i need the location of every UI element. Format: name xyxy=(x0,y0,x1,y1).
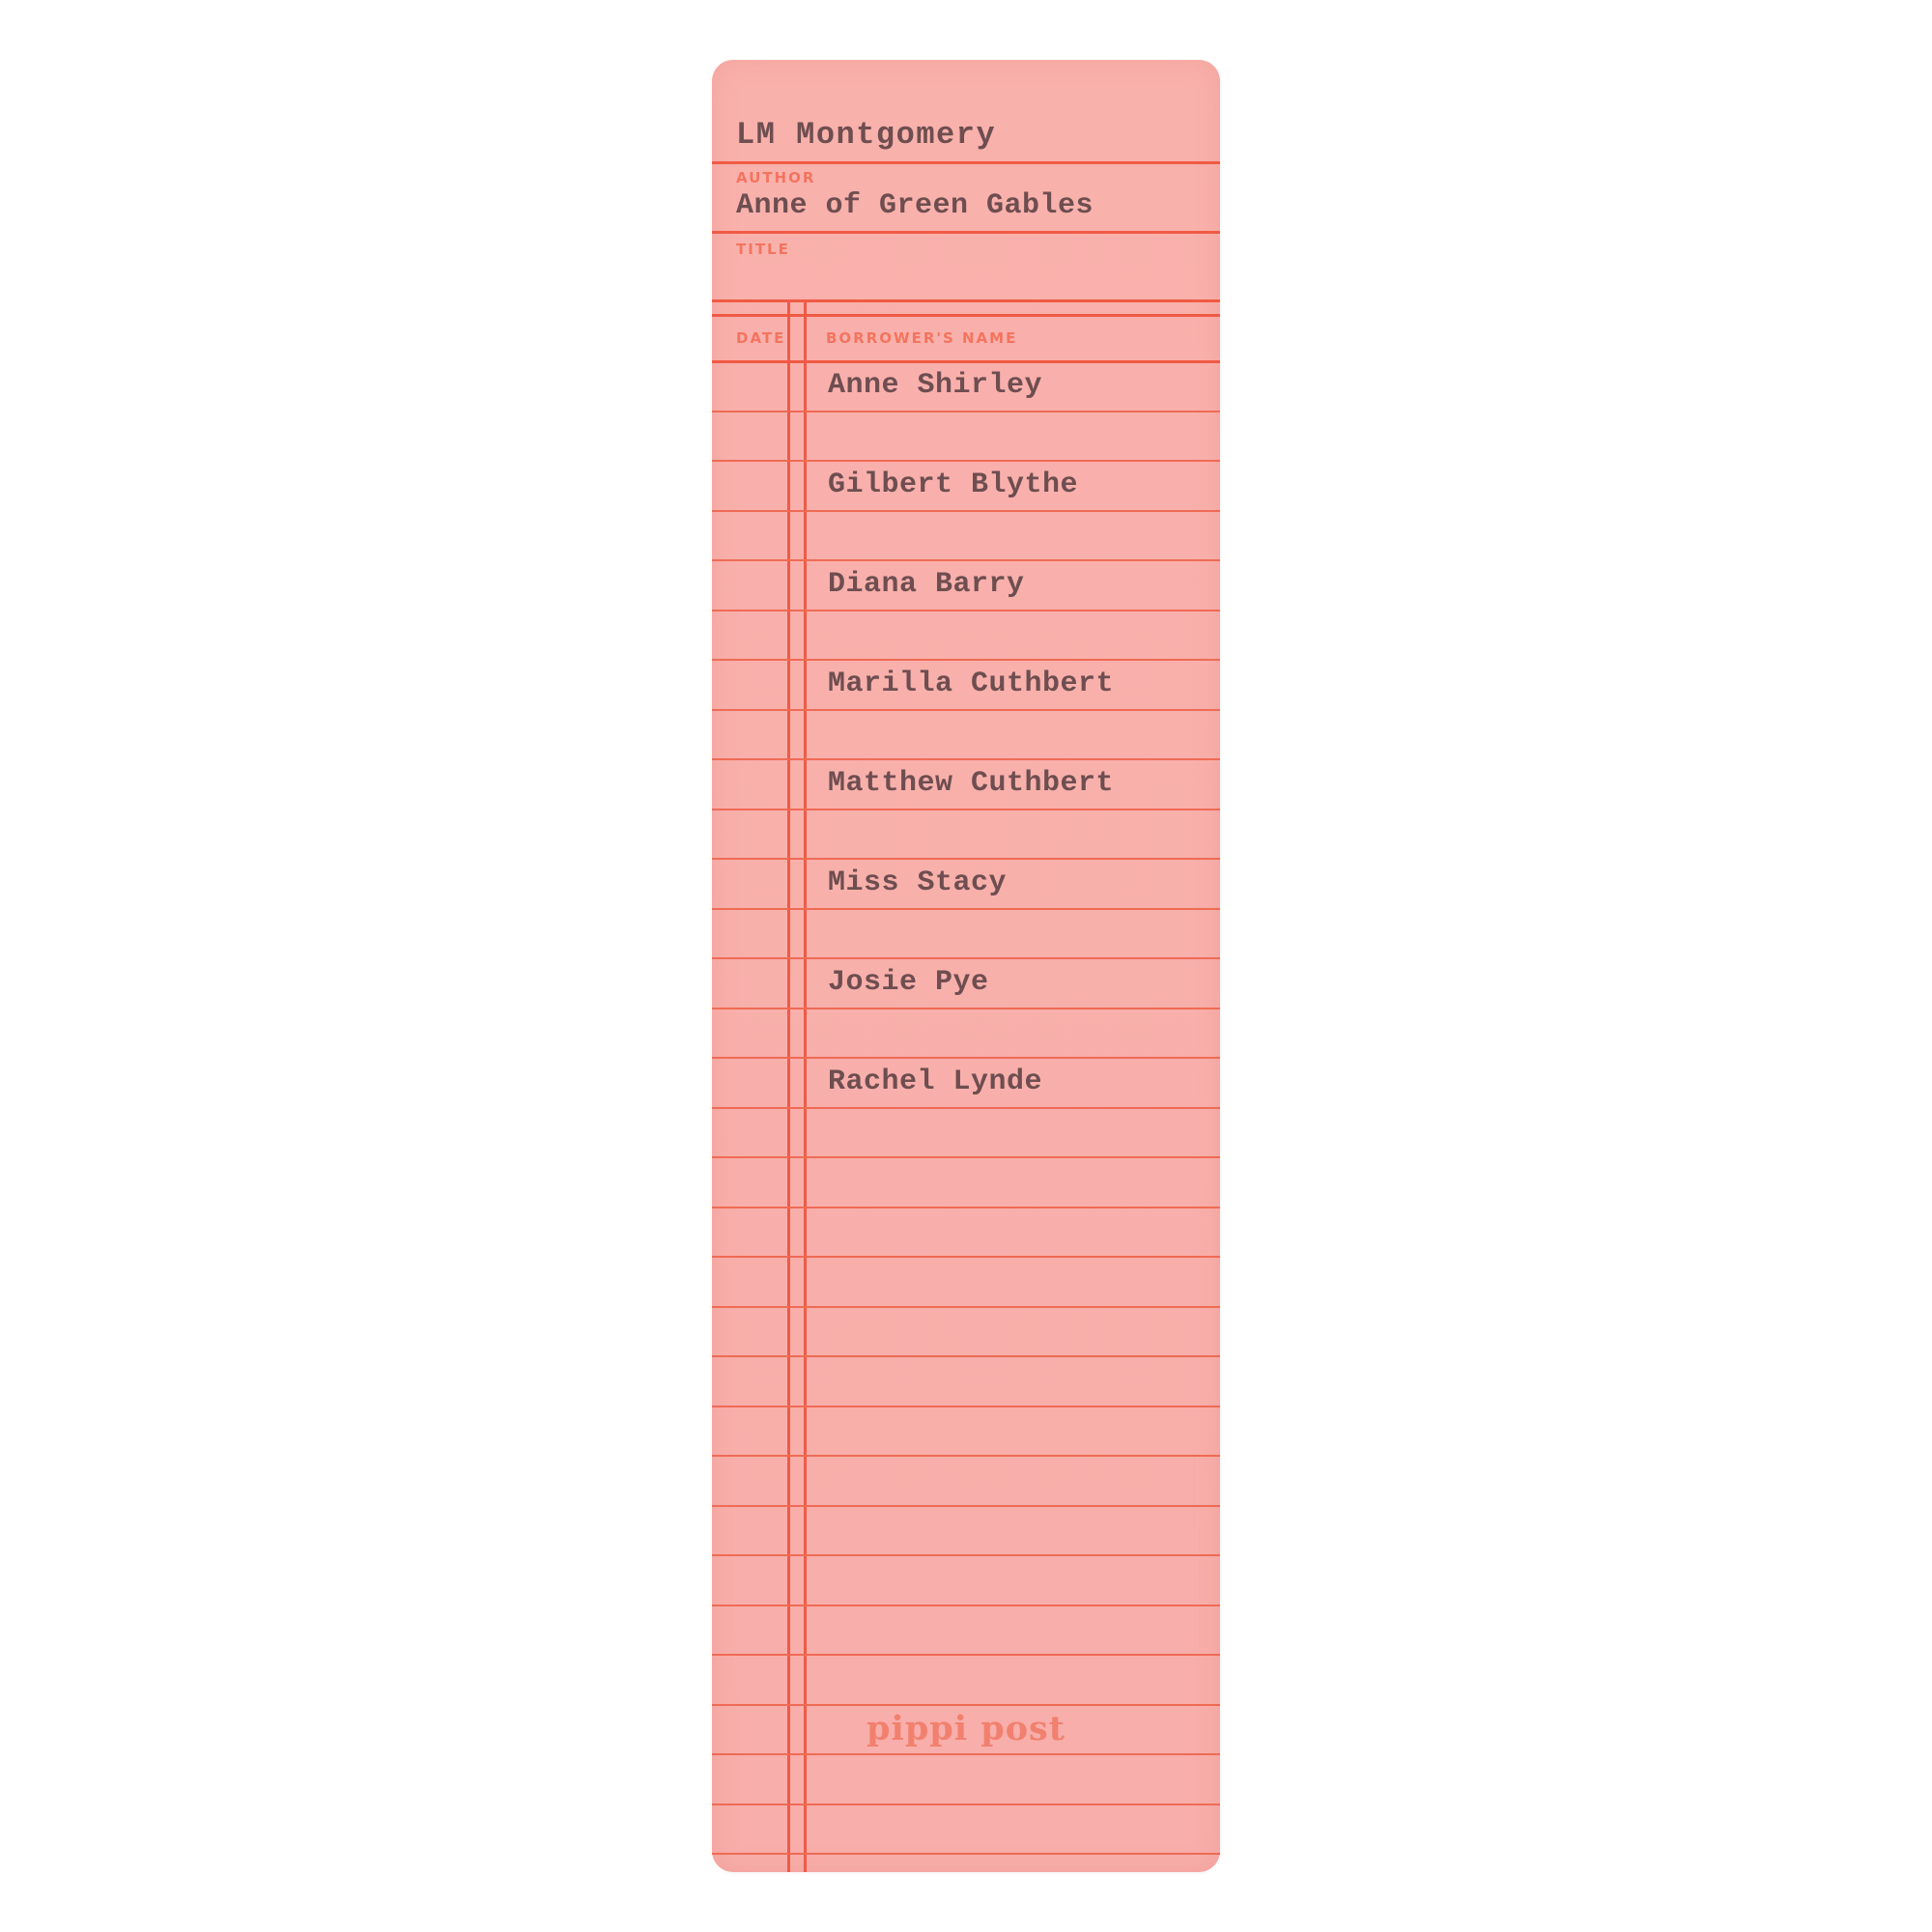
author-name: LM Montgomery xyxy=(736,117,997,153)
borrower-row xyxy=(712,360,1220,411)
borrower-column-label: BORROWER'S NAME xyxy=(826,329,1018,347)
borrower-name: Josie Pye xyxy=(828,966,989,999)
borrower-row xyxy=(712,559,1220,610)
table-header-row xyxy=(712,317,1220,360)
brand-logo-text: pippi post xyxy=(867,1708,1065,1748)
rule-line xyxy=(712,1406,1220,1407)
rule-line xyxy=(712,1455,1220,1457)
borrower-name: Rachel Lynde xyxy=(828,1065,1043,1098)
borrower-name: Diana Barry xyxy=(828,568,1025,601)
author-rule-line xyxy=(712,161,1220,164)
rule-line xyxy=(712,1554,1220,1556)
borrower-name: Marilla Cuthbert xyxy=(828,668,1115,700)
rule-line xyxy=(712,1306,1220,1308)
rule-line xyxy=(712,1654,1220,1656)
date-column-label: DATE xyxy=(736,329,786,347)
rule-line xyxy=(712,1605,1220,1606)
borrower-row xyxy=(712,1057,1220,1107)
borrower-name: Matthew Cuthbert xyxy=(828,767,1115,800)
borrower-name: Gilbert Blythe xyxy=(828,469,1079,501)
rule-line xyxy=(712,1853,1220,1855)
borrower-row xyxy=(712,858,1220,908)
borrower-row xyxy=(712,957,1220,1008)
borrower-row xyxy=(712,758,1220,809)
brand-row xyxy=(712,1703,1220,1753)
book-title: Anne of Green Gables xyxy=(736,189,1094,222)
library-card-bookmark xyxy=(712,60,1220,1872)
borrower-row xyxy=(712,460,1220,510)
borrower-row xyxy=(712,659,1220,709)
rule-line xyxy=(712,1804,1220,1805)
rule-line xyxy=(712,1207,1220,1208)
rule-line xyxy=(712,1156,1220,1158)
rule-line xyxy=(712,1505,1220,1507)
rule-line xyxy=(712,1256,1220,1258)
title-label: TITLE xyxy=(736,241,790,258)
borrower-name: Miss Stacy xyxy=(828,867,1008,899)
rule-line xyxy=(712,1355,1220,1357)
author-label: AUTHOR xyxy=(736,169,816,186)
borrower-name: Anne Shirley xyxy=(828,369,1043,402)
title-rule-line xyxy=(712,231,1220,234)
rule-line xyxy=(712,1753,1220,1755)
